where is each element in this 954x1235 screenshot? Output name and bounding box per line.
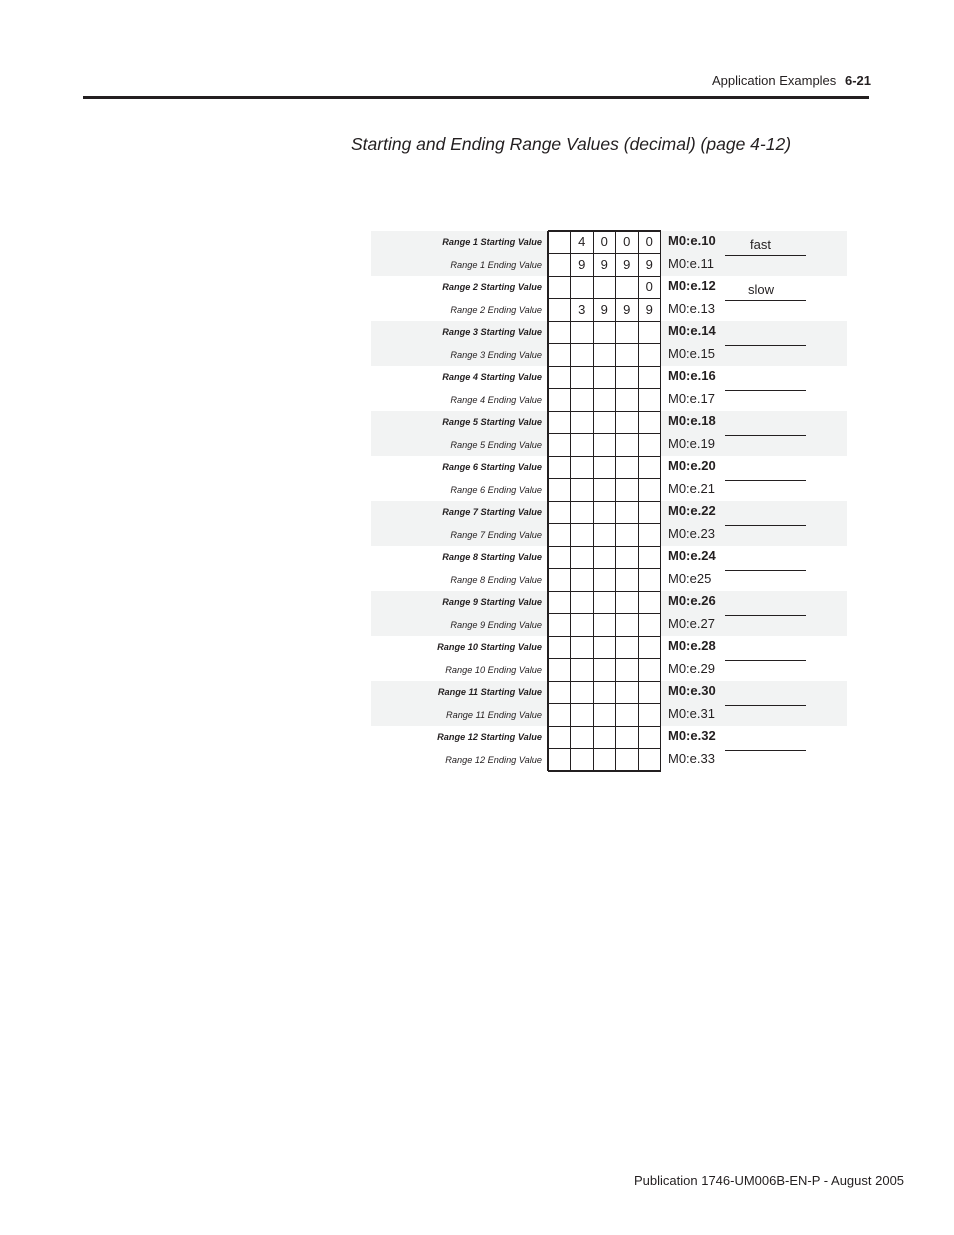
digit-cell[interactable] xyxy=(548,524,571,547)
grid-horizontal-line xyxy=(548,478,661,479)
range-end-label: Range 11 Ending Value xyxy=(445,709,542,720)
range-10-end-row xyxy=(371,659,847,682)
address-label: M0:e.11 xyxy=(668,255,715,271)
address-label: M0:e.12 xyxy=(668,278,716,293)
range-5-start-row xyxy=(371,411,847,434)
digit-cell[interactable] xyxy=(616,591,639,614)
range-2-start-row xyxy=(371,276,847,299)
digit-cell[interactable] xyxy=(638,456,661,479)
digit-cell[interactable]: 0 xyxy=(638,231,661,254)
digit-cell[interactable]: 0 xyxy=(638,276,661,299)
digit-cell[interactable] xyxy=(616,389,639,412)
digit-cell[interactable] xyxy=(616,681,639,704)
digit-cell[interactable] xyxy=(616,524,639,547)
grid-horizontal-line xyxy=(548,613,661,614)
digit-cell[interactable] xyxy=(638,569,661,592)
digit-cell[interactable] xyxy=(616,704,639,727)
digit-cell[interactable] xyxy=(616,366,639,389)
address-label: M0:e.16 xyxy=(668,368,716,383)
digit-cell[interactable]: 9 xyxy=(593,254,616,277)
digit-cell[interactable] xyxy=(616,411,639,434)
address-label: M0:e.30 xyxy=(668,683,716,698)
digit-cell[interactable]: 4 xyxy=(571,231,594,254)
grid-horizontal-line xyxy=(548,770,661,772)
digit-cell[interactable] xyxy=(593,524,616,547)
range-end-label: Range 7 Ending Value xyxy=(450,529,542,540)
digit-cell[interactable] xyxy=(638,366,661,389)
digit-cell[interactable] xyxy=(548,479,571,502)
digit-cell[interactable]: 0 xyxy=(593,231,616,254)
digit-cell[interactable] xyxy=(616,636,639,659)
range-9-end-row xyxy=(371,614,847,637)
digit-cell[interactable] xyxy=(638,681,661,704)
digit-cell[interactable] xyxy=(638,704,661,727)
range-end-label: Range 2 Ending Value xyxy=(450,304,542,315)
address-label: M0:e.18 xyxy=(668,413,716,428)
address-label: M0:e.10 xyxy=(668,233,716,248)
digit-cell[interactable] xyxy=(571,681,594,704)
running-header-page-number: 6-21 xyxy=(845,73,872,88)
digit-cell[interactable] xyxy=(571,704,594,727)
range-6-end-row xyxy=(371,479,847,502)
digit-cell[interactable] xyxy=(638,389,661,412)
range-start-label: Range 10 Starting Value xyxy=(437,642,542,652)
digit-cell[interactable] xyxy=(616,726,639,749)
digit-cell[interactable] xyxy=(593,479,616,502)
digit-cell[interactable] xyxy=(548,636,571,659)
digit-cell[interactable]: 9 xyxy=(616,254,639,277)
range-start-label: Range 9 Starting Value xyxy=(442,597,542,607)
note-line[interactable] xyxy=(725,345,806,346)
digit-cell[interactable] xyxy=(638,434,661,457)
digit-cell[interactable]: 9 xyxy=(593,299,616,322)
range-9-start-row xyxy=(371,591,847,614)
digit-cell[interactable] xyxy=(571,591,594,614)
range-end-label: Range 9 Ending Value xyxy=(450,619,542,630)
digit-cell[interactable] xyxy=(638,546,661,569)
digit-cell[interactable] xyxy=(571,524,594,547)
note-line[interactable] xyxy=(725,435,806,436)
range-note: slow xyxy=(748,282,775,297)
digit-cell[interactable] xyxy=(548,411,571,434)
note-line[interactable] xyxy=(725,300,806,301)
digit-cell[interactable] xyxy=(548,299,571,322)
digit-cell[interactable] xyxy=(593,456,616,479)
digit-cell[interactable] xyxy=(548,704,571,727)
grid-horizontal-line xyxy=(548,411,661,412)
figure-title: Starting and Ending Range Values (decimal) (page 4-12) xyxy=(351,134,792,154)
digit-cell[interactable]: 9 xyxy=(638,254,661,277)
range-4-start-row xyxy=(371,366,847,389)
digit-cell[interactable] xyxy=(638,321,661,344)
digit-cell[interactable] xyxy=(548,726,571,749)
digit-cell[interactable] xyxy=(593,344,616,367)
range-8-start-row xyxy=(371,546,847,569)
digit-cell[interactable]: 3 xyxy=(571,299,594,322)
range-8-end-row xyxy=(371,569,847,592)
range-start-label: Range 6 Starting Value xyxy=(442,462,542,472)
grid-horizontal-line xyxy=(548,230,661,232)
digit-cell[interactable] xyxy=(638,344,661,367)
digit-cell[interactable] xyxy=(548,569,571,592)
grid-horizontal-line xyxy=(548,726,661,727)
header-rule xyxy=(83,96,869,99)
digit-cell[interactable] xyxy=(571,726,594,749)
digit-cell[interactable] xyxy=(638,659,661,682)
note-line[interactable] xyxy=(725,390,806,391)
range-start-label: Range 3 Starting Value xyxy=(442,327,542,337)
digit-cell[interactable] xyxy=(571,569,594,592)
digit-cell[interactable] xyxy=(571,276,594,299)
digit-cell[interactable] xyxy=(638,501,661,524)
range-start-label: Range 4 Starting Value xyxy=(442,372,542,382)
digit-cell[interactable] xyxy=(571,546,594,569)
address-label: M0:e.29 xyxy=(668,660,715,676)
address-label: M0:e.20 xyxy=(668,458,716,473)
digit-cell[interactable] xyxy=(571,636,594,659)
digit-cell[interactable] xyxy=(616,479,639,502)
grid-horizontal-line xyxy=(548,703,661,704)
range-12-start-row xyxy=(371,726,847,749)
digit-cell[interactable] xyxy=(593,434,616,457)
grid-horizontal-line xyxy=(548,433,661,434)
note-line[interactable] xyxy=(725,255,806,256)
digit-cell[interactable] xyxy=(548,659,571,682)
digit-cell[interactable] xyxy=(548,321,571,344)
digit-cell[interactable] xyxy=(548,456,571,479)
digit-cell[interactable] xyxy=(548,434,571,457)
digit-cell[interactable] xyxy=(593,389,616,412)
digit-cell[interactable] xyxy=(571,614,594,637)
note-line[interactable] xyxy=(725,525,806,526)
grid-horizontal-line xyxy=(548,748,661,749)
address-label: M0:e.31 xyxy=(668,705,715,721)
digit-cell[interactable] xyxy=(616,344,639,367)
grid-horizontal-line xyxy=(548,523,661,524)
range-end-label: Range 1 Ending Value xyxy=(450,259,542,270)
range-end-label: Range 4 Ending Value xyxy=(450,394,542,405)
range-12-end-row xyxy=(371,749,847,772)
address-label: M0:e.24 xyxy=(668,548,716,563)
digit-cell[interactable]: 9 xyxy=(616,299,639,322)
digit-cell[interactable] xyxy=(548,276,571,299)
digit-cell[interactable] xyxy=(616,321,639,344)
digit-cell[interactable] xyxy=(638,749,661,772)
range-start-label: Range 8 Starting Value xyxy=(442,552,542,562)
address-label: M0:e.26 xyxy=(668,593,716,608)
digit-cell[interactable] xyxy=(593,726,616,749)
digit-cell[interactable] xyxy=(593,749,616,772)
grid-horizontal-line xyxy=(548,636,661,637)
digit-cell[interactable] xyxy=(593,321,616,344)
range-start-label: Range 5 Starting Value xyxy=(442,417,542,427)
grid-horizontal-line xyxy=(548,591,661,592)
digit-cell[interactable] xyxy=(548,546,571,569)
digit-cell[interactable] xyxy=(616,569,639,592)
digit-cell[interactable] xyxy=(638,591,661,614)
range-1-end-row xyxy=(371,254,847,277)
digit-cell[interactable] xyxy=(571,749,594,772)
grid-horizontal-line xyxy=(548,388,661,389)
range-4-end-row xyxy=(371,389,847,412)
digit-cell[interactable] xyxy=(638,614,661,637)
digit-cell[interactable] xyxy=(593,636,616,659)
digit-cell[interactable] xyxy=(638,479,661,502)
digit-cell[interactable] xyxy=(548,366,571,389)
digit-cell[interactable] xyxy=(638,726,661,749)
range-3-end-row xyxy=(371,344,847,367)
address-label: M0:e.27 xyxy=(668,615,715,631)
range-note: fast xyxy=(750,237,771,252)
digit-cell[interactable] xyxy=(548,591,571,614)
range-end-label: Range 12 Ending Value xyxy=(445,754,542,765)
grid-horizontal-line xyxy=(548,568,661,569)
digit-cell[interactable] xyxy=(593,659,616,682)
digit-cell[interactable] xyxy=(616,276,639,299)
note-line[interactable] xyxy=(725,615,806,616)
range-end-label: Range 5 Ending Value xyxy=(450,439,542,450)
grid-horizontal-line xyxy=(548,501,661,502)
range-11-start-row xyxy=(371,681,847,704)
grid-horizontal-line xyxy=(548,546,661,547)
range-start-label: Range 11 Starting Value xyxy=(437,687,542,697)
range-5-end-row xyxy=(371,434,847,457)
digit-cell[interactable] xyxy=(593,411,616,434)
digit-cell[interactable] xyxy=(616,456,639,479)
running-header-section: Application Examples xyxy=(712,73,837,88)
grid-horizontal-line xyxy=(548,276,661,277)
digit-cell[interactable] xyxy=(593,614,616,637)
address-label: M0:e.32 xyxy=(668,728,716,743)
address-label: M0:e.21 xyxy=(668,480,715,496)
address-label: M0:e.22 xyxy=(668,503,716,518)
grid-horizontal-line xyxy=(548,298,661,299)
grid-horizontal-line xyxy=(548,253,661,254)
digit-cell[interactable] xyxy=(548,231,571,254)
grid-horizontal-line xyxy=(548,681,661,682)
digit-cell[interactable] xyxy=(571,411,594,434)
digit-cell[interactable] xyxy=(571,456,594,479)
address-label: M0:e.15 xyxy=(668,345,715,361)
range-7-start-row xyxy=(371,501,847,524)
note-line[interactable] xyxy=(725,480,806,481)
address-label: M0:e.33 xyxy=(668,750,715,766)
digit-cell[interactable] xyxy=(616,501,639,524)
digit-cell[interactable] xyxy=(593,591,616,614)
address-label: M0:e.14 xyxy=(668,323,716,338)
publication-footer: Publication 1746-UM006B-EN-P - August 2005 xyxy=(634,1173,905,1188)
range-1-start-row xyxy=(371,231,847,254)
address-label: M0:e.17 xyxy=(668,390,715,406)
range-start-label: Range 7 Starting Value xyxy=(442,507,542,517)
range-2-end-row xyxy=(371,299,847,322)
digit-cell[interactable]: 9 xyxy=(638,299,661,322)
digit-cell[interactable] xyxy=(593,704,616,727)
address-label: M0:e.23 xyxy=(668,525,715,541)
address-label: M0:e.19 xyxy=(668,435,715,451)
digit-cell[interactable] xyxy=(593,681,616,704)
grid-horizontal-line xyxy=(548,366,661,367)
range-end-label: Range 3 Ending Value xyxy=(450,349,542,360)
range-end-label: Range 8 Ending Value xyxy=(450,574,542,585)
digit-cell[interactable] xyxy=(548,749,571,772)
digit-cell[interactable] xyxy=(571,659,594,682)
range-11-end-row xyxy=(371,704,847,727)
digit-cell[interactable] xyxy=(616,614,639,637)
note-line[interactable] xyxy=(725,660,806,661)
grid-horizontal-line xyxy=(548,343,661,344)
digit-cell[interactable]: 0 xyxy=(616,231,639,254)
grid-horizontal-line xyxy=(548,658,661,659)
range-7-end-row xyxy=(371,524,847,547)
note-line[interactable] xyxy=(725,705,806,706)
digit-cell[interactable] xyxy=(616,434,639,457)
digit-cell[interactable] xyxy=(571,389,594,412)
range-end-label: Range 10 Ending Value xyxy=(445,664,542,675)
digit-cell[interactable] xyxy=(638,636,661,659)
range-6-start-row xyxy=(371,456,847,479)
digit-cell[interactable] xyxy=(548,389,571,412)
digit-cell[interactable] xyxy=(571,434,594,457)
digit-cell[interactable] xyxy=(548,344,571,367)
digit-cell[interactable] xyxy=(616,546,639,569)
digit-cell[interactable] xyxy=(548,681,571,704)
digit-cell[interactable] xyxy=(548,254,571,277)
grid-horizontal-line xyxy=(548,321,661,322)
note-line[interactable] xyxy=(725,570,806,571)
grid-horizontal-line xyxy=(548,456,661,457)
digit-cell[interactable] xyxy=(616,749,639,772)
digit-cell[interactable] xyxy=(616,659,639,682)
digit-cell[interactable] xyxy=(593,569,616,592)
range-end-label: Range 6 Ending Value xyxy=(450,484,542,495)
address-label: M0:e.28 xyxy=(668,638,716,653)
range-10-start-row xyxy=(371,636,847,659)
digit-cell[interactable] xyxy=(571,479,594,502)
digit-cell[interactable] xyxy=(593,501,616,524)
digit-cell[interactable] xyxy=(593,366,616,389)
digit-cell[interactable] xyxy=(593,276,616,299)
digit-cell[interactable] xyxy=(593,546,616,569)
range-start-label: Range 1 Starting Value xyxy=(442,237,542,247)
address-label: M0:e.13 xyxy=(668,300,715,316)
digit-cell[interactable] xyxy=(638,524,661,547)
address-label: M0:e25 xyxy=(668,570,712,586)
digit-cell[interactable] xyxy=(571,344,594,367)
digit-cell[interactable] xyxy=(571,366,594,389)
digit-cell[interactable]: 9 xyxy=(571,254,594,277)
digit-cell[interactable] xyxy=(571,501,594,524)
digit-cell[interactable] xyxy=(548,501,571,524)
digit-cell[interactable] xyxy=(571,321,594,344)
digit-cell[interactable] xyxy=(548,614,571,637)
digit-cell[interactable] xyxy=(638,411,661,434)
range-start-label: Range 12 Starting Value xyxy=(437,732,542,742)
note-line[interactable] xyxy=(725,750,806,751)
range-3-start-row xyxy=(371,321,847,344)
range-start-label: Range 2 Starting Value xyxy=(442,282,542,292)
